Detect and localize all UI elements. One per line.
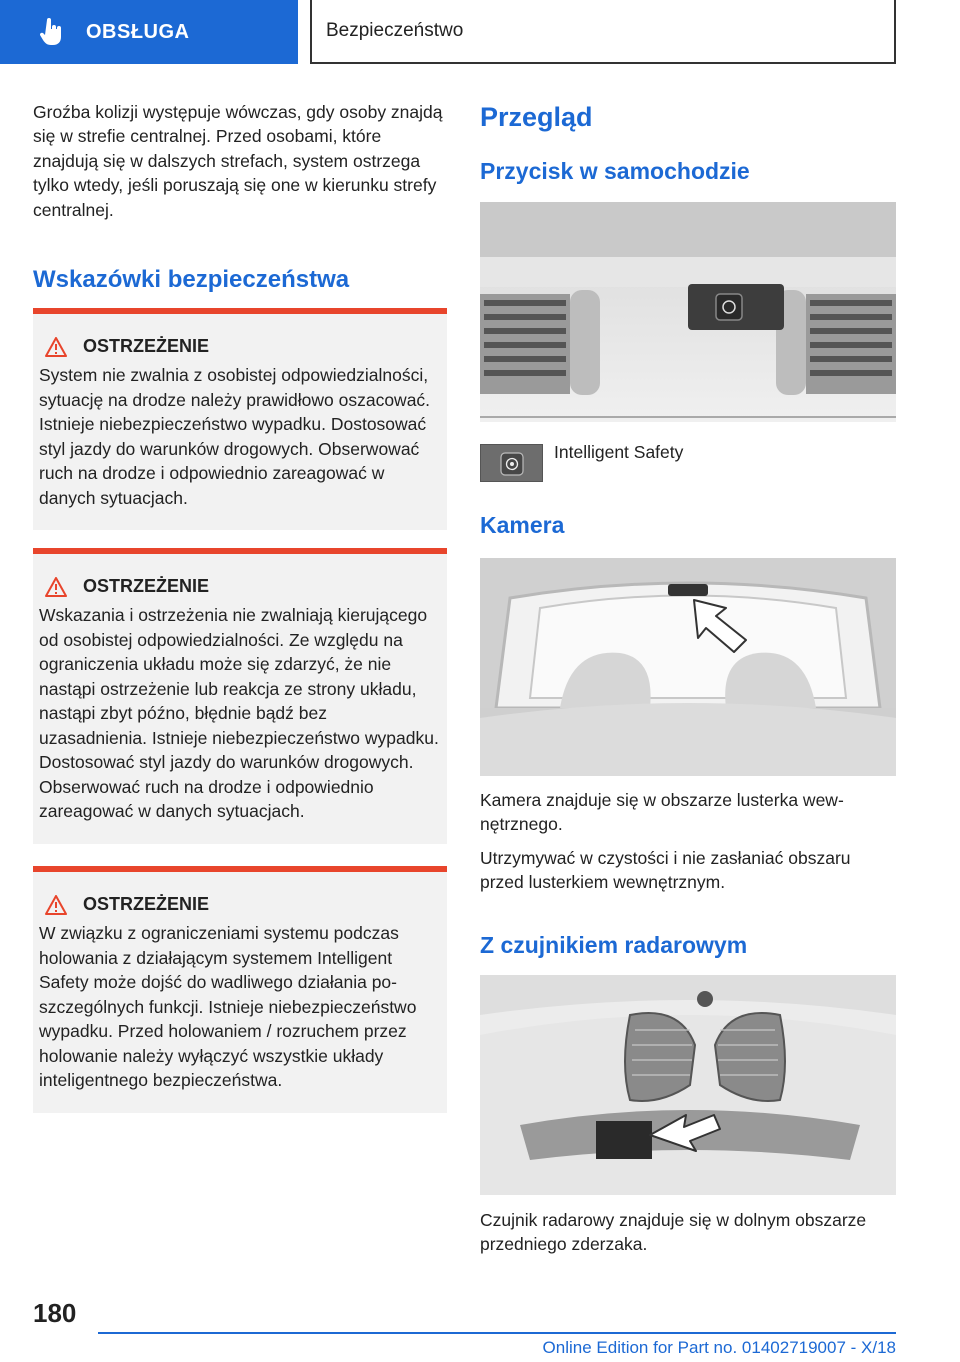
warning-triangle-icon [45,337,67,357]
warning-triangle-icon [45,895,67,915]
button-caption: Intelligent Safety [554,442,684,462]
warning-text: Wskazania i ostrzeżenia nie zwalniają kierującego od osobistej odpowiedzialności. Ze względu na ograniczenia układu może się zdarzyć, że nie nastąpi ostrzeżenie lub reakcja ze strony układu, nastąpi zbyt późno, błędnie bądź bez uzasadnienia. Istnieje niebezpieczeństwo wypadku. Dostosować styl jazdy do warunków drogowych. Obserwować ruch na drodze i odpowiednio zareagować w danych sytuacjach. [39,605,439,821]
topic-header [310,0,896,64]
left-column [33,100,447,294]
section-label: OBSŁUGA [86,20,190,43]
overview-heading: Przegląd [480,102,593,132]
intelligent-safety-button[interactable] [480,444,543,482]
radar-heading: Z czujnikiem radarowym [480,932,748,958]
radar-text: Czujnik radarowy znajduje się w dolnym obszarze przedniego zderzaka. [480,1210,867,1255]
warning-triangle-icon [45,577,67,597]
button-photo [480,202,896,422]
warning-text: W związku z ograniczeniami systemu podczas holowania z działającym systemem Intelligent Safety może dojść do wadliwego działania poszczególnych funkcji. Istnieje niebezpieczeństwo wypadku. Przed holowaniem / rozruchem przez holowanie należy wyłączyć wszystkie układy inteligentnego bezpieczeństwa. [39,923,417,1090]
topic-label: Bezpieczeństwo [326,20,464,41]
warning-box-2 [33,548,447,844]
warning-title: OSTRZEŻENIE [83,336,210,356]
camera-heading: Kamera [480,512,565,538]
warning-title: OSTRZEŻENIE [83,576,210,596]
camera-photo [480,558,896,776]
button-heading: Przycisk w samochodzie [480,158,750,184]
footer-divider [98,1332,896,1334]
radar-photo [480,975,896,1195]
warning-box-3 [33,866,447,1113]
intelligent-safety-icon [481,445,543,482]
section-tab[interactable] [0,0,298,64]
warning-text: System nie zwalnia z osobistej odpowiedzialności, sytuację na drodze należy prawidłowo oszacować. Istnieje niebezpieczeństwo wypadku. Dostosować styl jazdy do warunków drogowych. Obserwować ruch na drodze i odpowiednio zareagować w danych sytuacjach. [39,365,431,508]
hand-pointer-icon [40,18,64,46]
page-number: 180 [33,1298,77,1328]
warning-title: OSTRZEŻENIE [83,894,210,914]
camera-text-1: Kamera znajduje się w obszarze lusterka wewnętrznego. [480,790,844,835]
edition-link[interactable]: Online Edition for Part no. 01402719007 - X/18 [542,1338,896,1357]
camera-text-2: Utrzymywać w czystości i nie zasłaniać obszaru przed lusterkiem wewnętrznym. [480,848,851,893]
intro-paragraph: Groźba kolizji występuje wówczas, gdy osoby znajdą się w strefie centralnej. Przed osobami, które znajdują się w dalszych strefach, system ostrzega tylko wtedy, jeśli poruszają się one w kierunku strefy centralnej. [33,102,443,220]
safety-heading: Wskazówki bezpieczeństwa [33,266,350,294]
warning-box-1 [33,308,447,530]
